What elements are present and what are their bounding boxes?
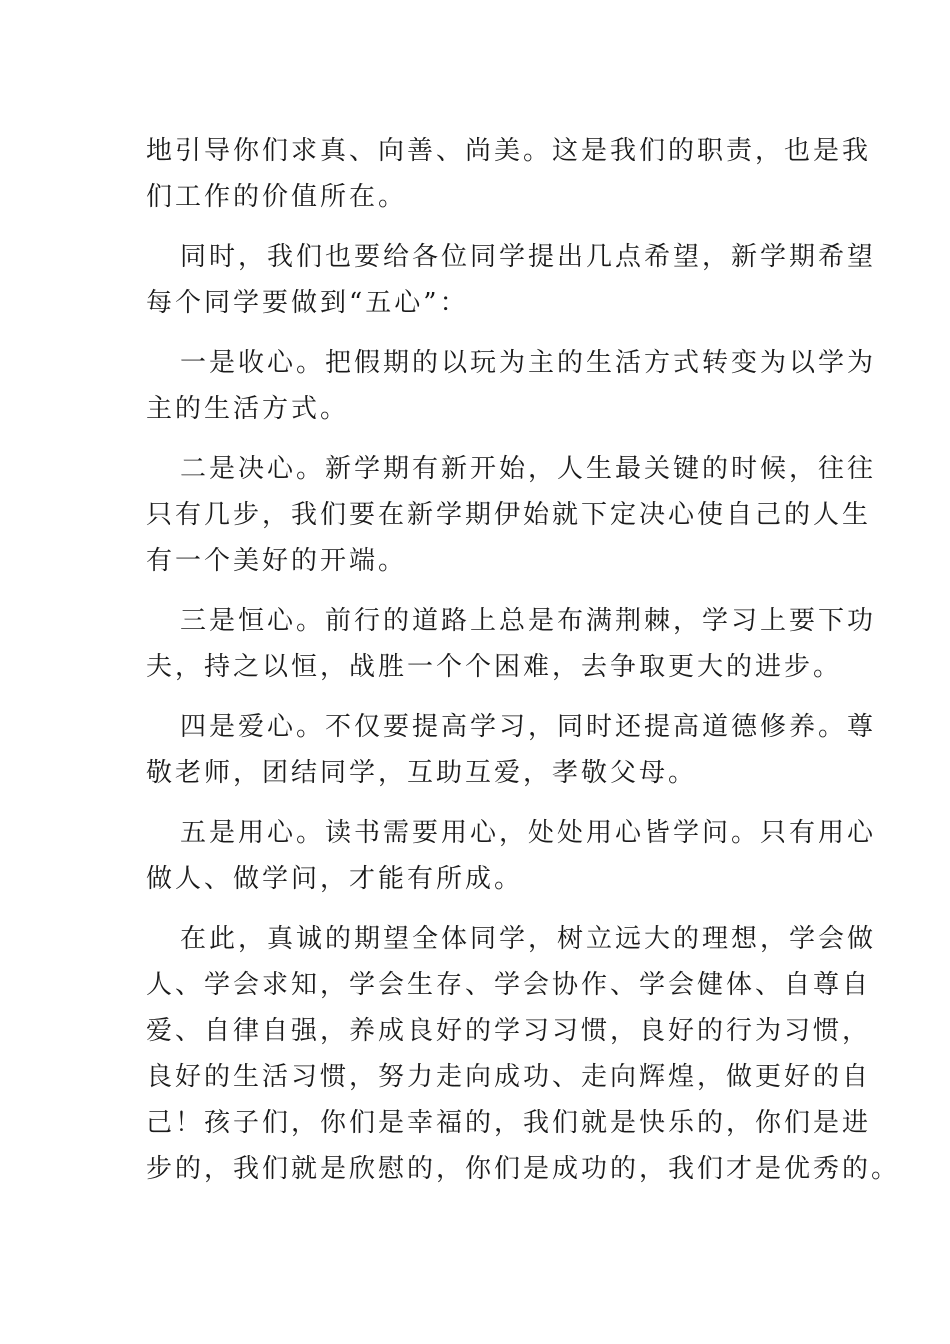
text-line: 四是爱心。不仅要提高学习，同时还提高道德修养。尊 [180, 712, 877, 742]
text-line: 同时，我们也要给各位同学提出几点希望，新学期希望 [180, 242, 877, 272]
text-line: 人、学会求知，学会生存、学会协作、学会健体、自尊自 [146, 970, 872, 1000]
text-line: 己！孩子们，你们是幸福的，我们就是快乐的，你们是进 [146, 1108, 872, 1138]
document-body [146, 128, 901, 1206]
text-line: 三是恒心。前行的道路上总是布满荆棘，学习上要下功 [180, 606, 877, 636]
text-line: 良好的生活习惯，努力走向成功、走向辉煌，做更好的自 [146, 1062, 872, 1092]
text-line: 在此，真诚的期望全体同学，树立远大的理想，学会做 [180, 924, 877, 954]
text-line: 地引导你们求真、向善、尚美。这是我们的职责，也是我 [146, 136, 872, 166]
text-line: 每个同学要做到“五心”： [146, 288, 469, 318]
text-line: 爱、自律自强，养成良好的学习习惯，良好的行为习惯， [146, 1016, 872, 1046]
paragraph-4 [146, 446, 877, 584]
text-line: 一是收心。把假期的以玩为主的生活方式转变为以学为 [180, 348, 877, 378]
text-line: 步的，我们就是欣慰的，你们是成功的，我们才是优秀的。 [146, 1154, 901, 1184]
paragraph-1 [146, 128, 872, 220]
paragraph-2 [146, 234, 877, 326]
text-line: 五是用心。读书需要用心，处处用心皆学问。只有用心 [180, 818, 877, 848]
text-line: 只有几步，我们要在新学期伊始就下定决心使自己的人生 [146, 500, 872, 530]
text-line: 们工作的价值所在。 [146, 182, 408, 212]
text-line: 夫，持之以恒，战胜一个个困难，去争取更大的进步。 [146, 652, 843, 682]
paragraph-5 [146, 598, 877, 690]
text-line: 做人、做学问，才能有所成。 [146, 864, 524, 894]
text-line: 有一个美好的开端。 [146, 546, 408, 576]
paragraph-6 [146, 704, 877, 796]
text-line: 二是决心。新学期有新开始，人生最关键的时候，往往 [180, 454, 877, 484]
text-line: 主的生活方式。 [146, 394, 350, 424]
text-line: 敬老师，团结同学，互助互爱，孝敬父母。 [146, 758, 698, 788]
paragraph-7 [146, 810, 877, 902]
paragraph-8 [146, 916, 901, 1192]
paragraph-3 [146, 340, 877, 432]
